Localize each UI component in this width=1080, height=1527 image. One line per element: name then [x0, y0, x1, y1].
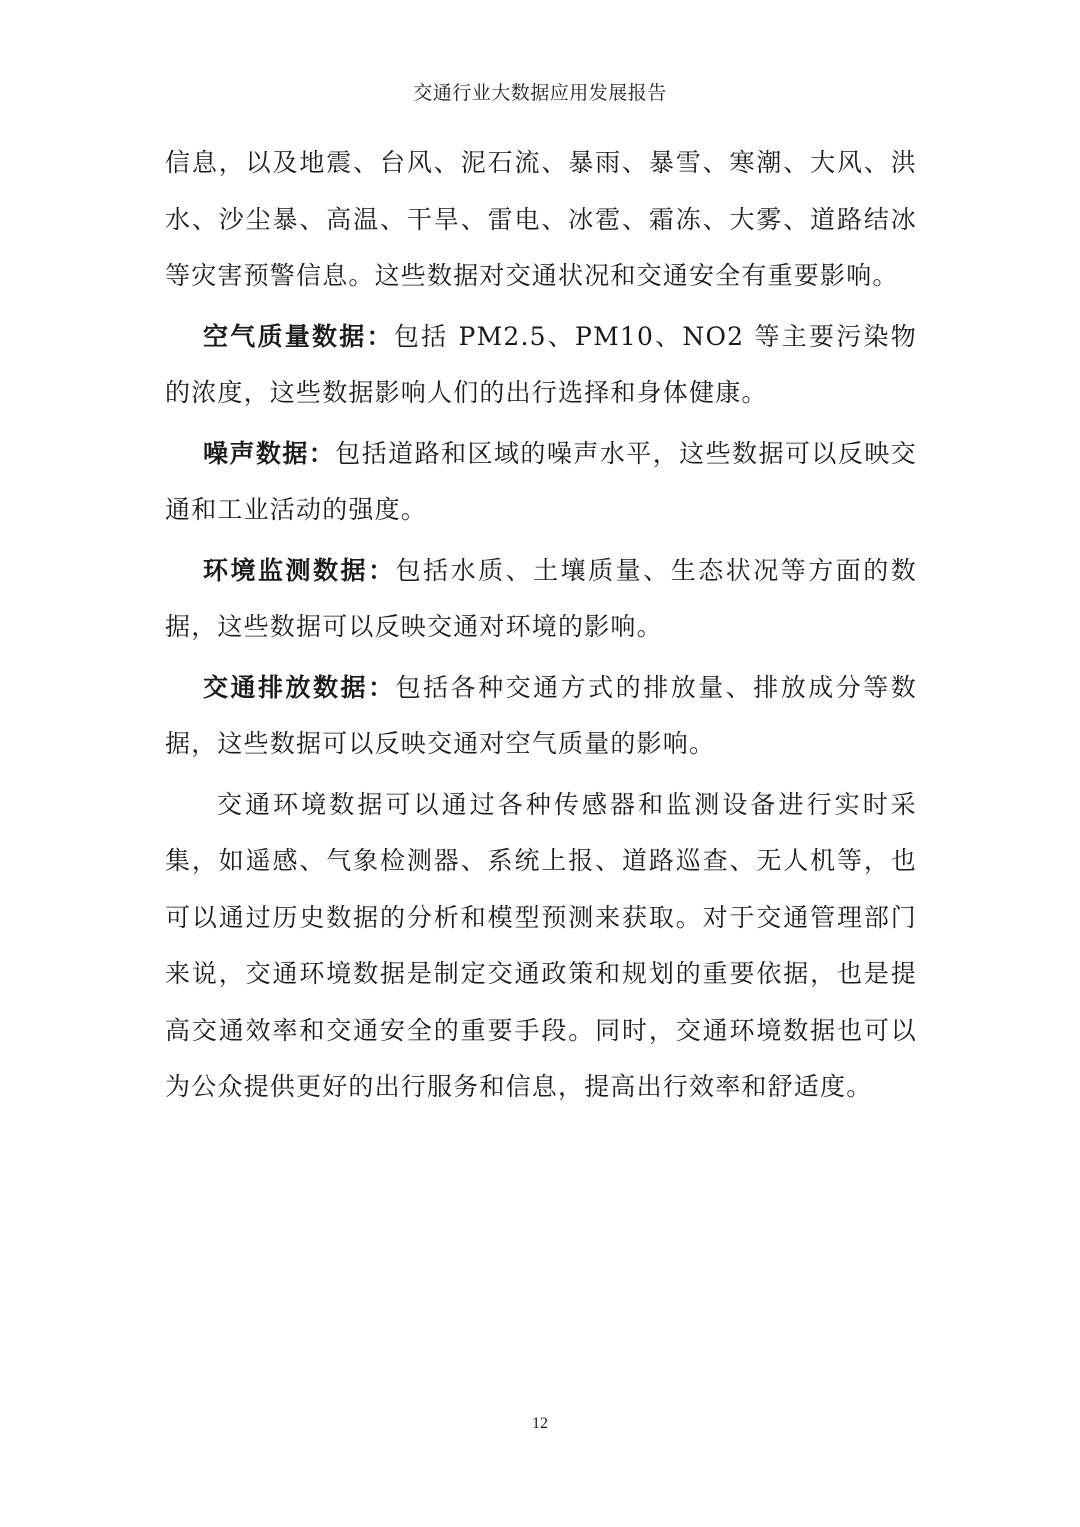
paragraph-summary: [165, 777, 917, 1116]
paragraph-text: 包括各种交通方式的排放量、排放成分等数据，这些数据可以反映交通对空气质量的影响。: [165, 672, 917, 758]
paragraph-text: 交通环境数据可以通过各种传感器和监测设备进行实时采集，如遥感、气象检测器、系统上报、道路巡查、无人机等，也可以通过历史数据的分析和模型预测来获取。对于交通管理部门来说，交通环境数据是制定交通政策和规划的重要依据，也是提高交通效率和交通安全的重要手段。同时，交通环境数据也可以为公众提供更好的出行服务和信息，提高出行效率和舒适度。: [165, 789, 917, 1101]
page-number: 12: [532, 1415, 548, 1432]
paragraph-air-quality: [165, 309, 917, 422]
paragraph-traffic-emissions: [165, 660, 917, 773]
paragraph-noise: [165, 426, 917, 539]
paragraph-text: 信息，以及地震、台风、泥石流、暴雨、暴雪、寒潮、大风、洪水、沙尘暴、高温、干旱、雷电、冰雹、霜冻、大雾、道路结冰等灾害预警信息。这些数据对交通状况和交通安全有重要影响。: [165, 148, 917, 290]
paragraph-lead-term: 交通排放数据：: [203, 672, 396, 702]
running-header: 交通行业大数据应用发展报告: [413, 82, 667, 104]
paragraph-environment-monitoring: [165, 543, 917, 656]
paragraph-text: 包括 PM2.5、PM10、NO2 等主要污染物的浓度，这些数据影响人们的出行选择和身体健康。: [165, 321, 917, 407]
paragraph-lead-term: 空气质量数据：: [203, 321, 394, 351]
paragraph-lead-term: 噪声数据：: [203, 438, 336, 468]
paragraph-disaster-warnings: [165, 135, 917, 305]
paragraph-text: 包括水质、土壤质量、生态状况等方面的数据，这些数据可以反映交通对环境的影响。: [165, 555, 917, 641]
paragraph-lead-term: 环境监测数据：: [203, 555, 396, 585]
body-text: [165, 135, 917, 1120]
paragraph-text: 包括道路和区域的噪声水平，这些数据可以反映交通和工业活动的强度。: [165, 438, 917, 524]
